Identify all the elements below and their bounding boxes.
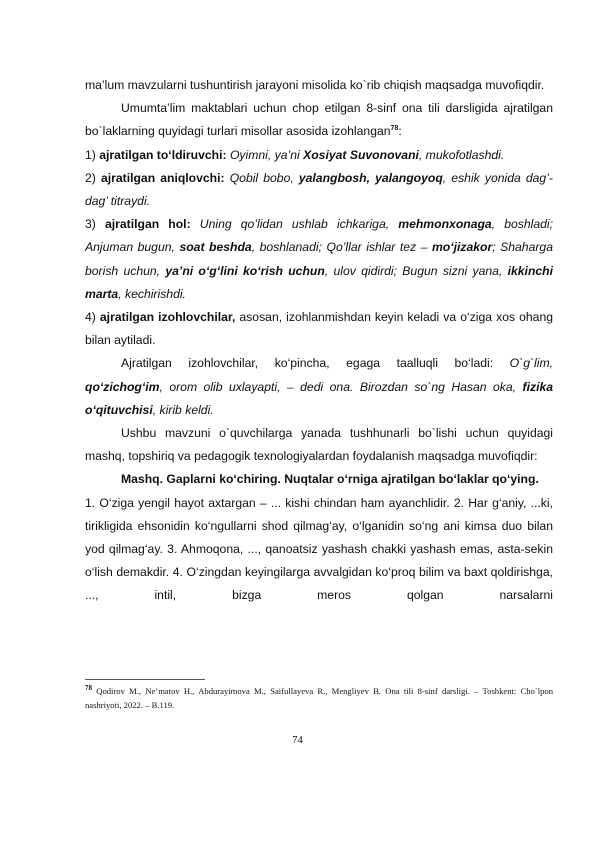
example-text: ; Shaharga borish uchun, [85, 240, 553, 278]
list-item-number: 3) [85, 217, 96, 232]
list-item-label: ajratilgan aniqlovchi: [100, 170, 225, 185]
example-highlight: ikkinchi marta [85, 263, 553, 301]
list-item-label: ajratilgan to‘ldiruvchi: [99, 147, 227, 162]
exercise-title: Mashq. Gaplarni ko‘chiring. Nuqtalar o‘rniga ajratilgan bo‘laklar qo‘ying. [121, 472, 539, 487]
list-item-number: 1) [85, 147, 96, 162]
list-item-number: 4) [85, 310, 96, 325]
example-highlight: ya’ni o‘g‘lini ko‘rish uchun [165, 263, 325, 278]
list-item-label: ajratilgan izohlovchilar, [99, 310, 236, 325]
example-text: , boshladi; Anjuman bugun, [85, 217, 554, 255]
page-body [85, 74, 553, 608]
example-text: Qobil bobo, [229, 170, 294, 185]
example-highlight: fizika o‘qituvchisi [85, 379, 554, 417]
paragraph-intro: ma’lum mavzularni tushuntirish jarayoni misolida ko`rib chiqish maqsadga muvofiqdir. [85, 78, 545, 92]
example-text: , eshik yonida dag’-dag’ titraydi. [85, 170, 553, 209]
page-number: 74 [292, 735, 303, 746]
example-text: O`g`lim, [509, 356, 553, 371]
example-text: , boshlanadi; Qo’llar ishlar tez – [251, 240, 428, 255]
list-item-1 [85, 144, 553, 167]
example-text: , ulov qidirdi; Bugun sizni yana, [324, 263, 503, 278]
footnote-ref: 78 [390, 125, 399, 133]
example-text: , kechirishdi. [118, 286, 186, 301]
example-text: Oyimni, ya’ni [229, 147, 300, 162]
paragraph-text: Ajratilgan izohlovchilar, ko‘pincha, egaga taalluqli bo‘ladi: [121, 356, 494, 371]
footnote-text: Qodirov M., Ne’matov H., Abdurayimova M., Saifullayeva R., Mengliyev B. Ona tili 8-sinf darsligi. – Toshkent: Cho`lpon nashriyoti, 2022. – B.119. [85, 686, 553, 710]
footnote-divider [85, 679, 205, 680]
example-highlight: qo‘zichog‘im [85, 379, 160, 394]
list-item-2 [85, 167, 553, 213]
example-text: , orom olib uxlayapti, – dedi ona. Birozdan so`ng Hasan oka, [159, 379, 517, 394]
paragraph-textbook-end: : [398, 124, 402, 139]
example-highlight: yalangbosh, yalangoyoq [298, 170, 443, 185]
list-item-4 [85, 306, 553, 352]
list-item-label: ajratilgan hol: [104, 217, 191, 232]
list-item-number: 2) [85, 170, 96, 185]
footnote [85, 685, 553, 712]
example-highlight: mo‘jizakor [431, 240, 493, 255]
example-highlight: Xosiyat Suvonovani [303, 147, 419, 162]
list-item-text: asosan, izohlanmishdan keyin keladi va o‘ziga xos ohang bilan aytiladi. [85, 310, 554, 348]
example-text: , mukofotlashdi. [418, 147, 505, 162]
example-highlight: soat beshda [179, 240, 252, 255]
example-text: Uning qo’lidan ushlab ichkariga, [199, 217, 390, 232]
example-text: , kirib keldi. [152, 402, 214, 417]
list-item-3 [85, 213, 553, 306]
example-highlight: mehmonxonaga [398, 217, 492, 232]
paragraph-method: Ushbu mavzuni o`quvchilarga yanada tushhunarli bo`lishi uchun quyidagi mashq, topshiriq va pedagogik texnologiyalardan foydalanish maqsadga muvofiqdir: [85, 426, 553, 464]
paragraph-appositives [85, 352, 553, 422]
footnote-number: 78 [85, 684, 92, 693]
exercise-text: 1. O‘ziga yengil hayot axtargan – ... kishi chindan ham ayanchlidir. 2. Har g‘aniy, ...ki, tirikligida ehsonidin ko‘ngullarni shod qilmag‘ay, o‘lganidin so‘ng ani kimsa duo bilan yod qilmag‘ay. 3. Ahmoqona, ..., qanoatsiz yashash chakki yashash emas, asta-sekin o‘lish demakdir. 4. O‘zingdan keyingilarga avvalgidan ko‘proq bilim va baxt qoldirishga, ..., intil, bizga meros qolgan narsalarni [85, 495, 553, 603]
paragraph-textbook [85, 97, 553, 143]
paragraph-textbook-text: Umumta’lim maktablari uchun chop etilgan 8-sinf ona tili darsligida ajratilgan bo`laklarning quyidagi turlari misollar asosida izohlangan [85, 101, 553, 139]
